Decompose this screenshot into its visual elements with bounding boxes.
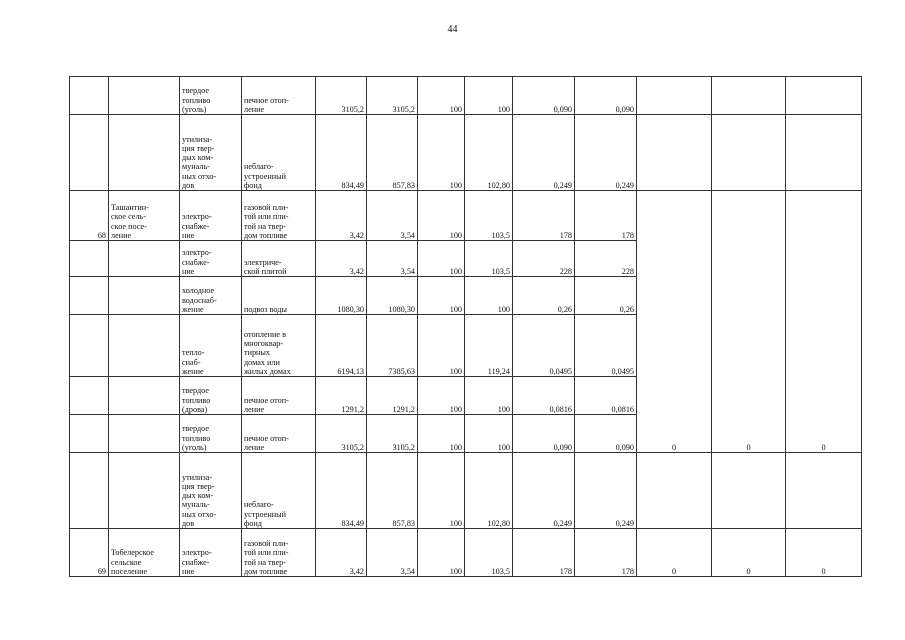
- cell-p2: 100: [465, 377, 513, 415]
- cell-service: утилиза- ция твер- дых ком- муналь- ных отхо- дов: [180, 115, 242, 191]
- cell-settlement: Ташантин- ское сель- ское посе- ление: [109, 191, 180, 241]
- cell-p1: 100: [418, 453, 465, 529]
- table-row: [70, 191, 862, 241]
- cell-no: [70, 315, 109, 377]
- cell-settlement: [109, 115, 180, 191]
- cell-service: электро- снабже- ние: [180, 191, 242, 241]
- cell-v1: 0,0495: [513, 315, 575, 377]
- cell-t2: 3,54: [367, 191, 418, 241]
- cell-p1: 100: [418, 241, 465, 277]
- cell-p2: 102,80: [465, 453, 513, 529]
- group69-extra-value: 0: [637, 529, 712, 577]
- table-row: [70, 453, 862, 529]
- cell-t1: 834,49: [316, 453, 367, 529]
- cell-t2: 1291,2: [367, 377, 418, 415]
- cell-type: отопление в многоквар- тирных домах или жилых домах: [242, 315, 316, 377]
- cell-v2: 0,0816: [575, 377, 637, 415]
- cell-p1: 100: [418, 115, 465, 191]
- cell-p1: 100: [418, 277, 465, 315]
- cell-t1: 3,42: [316, 241, 367, 277]
- cell-type: газовой пли- той или пли- той на твер- дом топливе: [242, 191, 316, 241]
- cell-v1: 228: [513, 241, 575, 277]
- cell-type: неблаго- устроенный фонд: [242, 453, 316, 529]
- cell-p2: 103,5: [465, 241, 513, 277]
- cell-p2: 119,24: [465, 315, 513, 377]
- cell-no: [70, 77, 109, 115]
- tariff-table: [69, 76, 862, 577]
- cell-t2: 3105,2: [367, 77, 418, 115]
- page-number: 44: [447, 24, 458, 35]
- cell-settlement: Тобелерское сельское поселение: [109, 529, 180, 577]
- cell-t1: 6194,13: [316, 315, 367, 377]
- cell-type: подвоз воды: [242, 277, 316, 315]
- cell-p1: 100: [418, 529, 465, 577]
- cell-type: электриче- ской плитой: [242, 241, 316, 277]
- cell-t2: 857,83: [367, 115, 418, 191]
- cell-settlement: [109, 315, 180, 377]
- cell-settlement: [109, 277, 180, 315]
- cell-v1: 178: [513, 191, 575, 241]
- cell-empty: [786, 453, 862, 529]
- cell-t2: 3,54: [367, 241, 418, 277]
- cell-type: газовой пли- той или пли- той на твер- дом топливе: [242, 529, 316, 577]
- cell-service: твердое топливо (дрова): [180, 377, 242, 415]
- cell-t1: 3105,2: [316, 415, 367, 453]
- cell-empty: [637, 115, 712, 191]
- cell-v2: 178: [575, 529, 637, 577]
- cell-v2: 0,26: [575, 277, 637, 315]
- cell-v2: 0,249: [575, 453, 637, 529]
- cell-t2: 3,54: [367, 529, 418, 577]
- cell-v1: 0,26: [513, 277, 575, 315]
- cell-p1: 100: [418, 377, 465, 415]
- cell-type: печное отоп- ление: [242, 377, 316, 415]
- group68-extra-value: 0: [637, 191, 712, 453]
- cell-t1: 3,42: [316, 529, 367, 577]
- cell-v2: 0,0495: [575, 315, 637, 377]
- cell-settlement: [109, 453, 180, 529]
- cell-p1: 100: [418, 191, 465, 241]
- cell-v2: 0,090: [575, 415, 637, 453]
- group69-extra-value: 0: [786, 529, 862, 577]
- cell-v1: 0,090: [513, 77, 575, 115]
- cell-t2: 857,83: [367, 453, 418, 529]
- cell-no: [70, 415, 109, 453]
- cell-t1: 3,42: [316, 191, 367, 241]
- cell-service: электро- снабже- ние: [180, 529, 242, 577]
- cell-t2: 1080,30: [367, 277, 418, 315]
- cell-v1: 0,249: [513, 115, 575, 191]
- cell-p1: 100: [418, 77, 465, 115]
- group69-extra-value: 0: [712, 529, 786, 577]
- cell-t1: 3105,2: [316, 77, 367, 115]
- cell-v1: 0,090: [513, 415, 575, 453]
- cell-settlement: [109, 415, 180, 453]
- cell-service: холодное водоснаб- жение: [180, 277, 242, 315]
- cell-v2: 0,249: [575, 115, 637, 191]
- table-row: [70, 77, 862, 115]
- cell-type: неблаго- устроенный фонд: [242, 115, 316, 191]
- cell-settlement: [109, 77, 180, 115]
- cell-p1: 100: [418, 315, 465, 377]
- cell-v2: 0,090: [575, 77, 637, 115]
- cell-no: [70, 377, 109, 415]
- cell-service: электро- снабже- ние: [180, 241, 242, 277]
- cell-service: тепло- снаб- жение: [180, 315, 242, 377]
- cell-no: [70, 277, 109, 315]
- cell-v1: 0,0816: [513, 377, 575, 415]
- group68-extra-value: 0: [712, 191, 786, 453]
- cell-p1: 100: [418, 415, 465, 453]
- cell-settlement: [109, 377, 180, 415]
- cell-p2: 102,80: [465, 115, 513, 191]
- cell-settlement: [109, 241, 180, 277]
- cell-t2: 3105,2: [367, 415, 418, 453]
- cell-t1: 1080,30: [316, 277, 367, 315]
- cell-service: твердое топливо (уголь): [180, 77, 242, 115]
- table-row: [70, 115, 862, 191]
- cell-service: утилиза- ция твер- дых ком- муналь- ных отхо- дов: [180, 453, 242, 529]
- cell-empty: [712, 453, 786, 529]
- cell-empty: [786, 115, 862, 191]
- cell-no: [70, 453, 109, 529]
- cell-no: [70, 241, 109, 277]
- cell-no: 68: [70, 191, 109, 241]
- cell-service: твердое топливо (уголь): [180, 415, 242, 453]
- cell-no: 69: [70, 529, 109, 577]
- cell-t1: 1291,2: [316, 377, 367, 415]
- cell-empty: [637, 453, 712, 529]
- cell-type: печное отоп- ление: [242, 415, 316, 453]
- cell-v1: 0,249: [513, 453, 575, 529]
- table-row: [70, 529, 862, 577]
- cell-empty: [712, 77, 786, 115]
- cell-p2: 100: [465, 77, 513, 115]
- cell-empty: [637, 77, 712, 115]
- cell-t2: 7385,63: [367, 315, 418, 377]
- cell-empty: [786, 77, 862, 115]
- cell-p2: 103,5: [465, 191, 513, 241]
- group68-extra-value: 0: [786, 191, 862, 453]
- cell-v1: 178: [513, 529, 575, 577]
- cell-p2: 100: [465, 277, 513, 315]
- cell-p2: 100: [465, 415, 513, 453]
- cell-type: печное отоп- ление: [242, 77, 316, 115]
- cell-v2: 178: [575, 191, 637, 241]
- cell-no: [70, 115, 109, 191]
- cell-p2: 103,5: [465, 529, 513, 577]
- cell-t1: 834,49: [316, 115, 367, 191]
- cell-v2: 228: [575, 241, 637, 277]
- cell-empty: [712, 115, 786, 191]
